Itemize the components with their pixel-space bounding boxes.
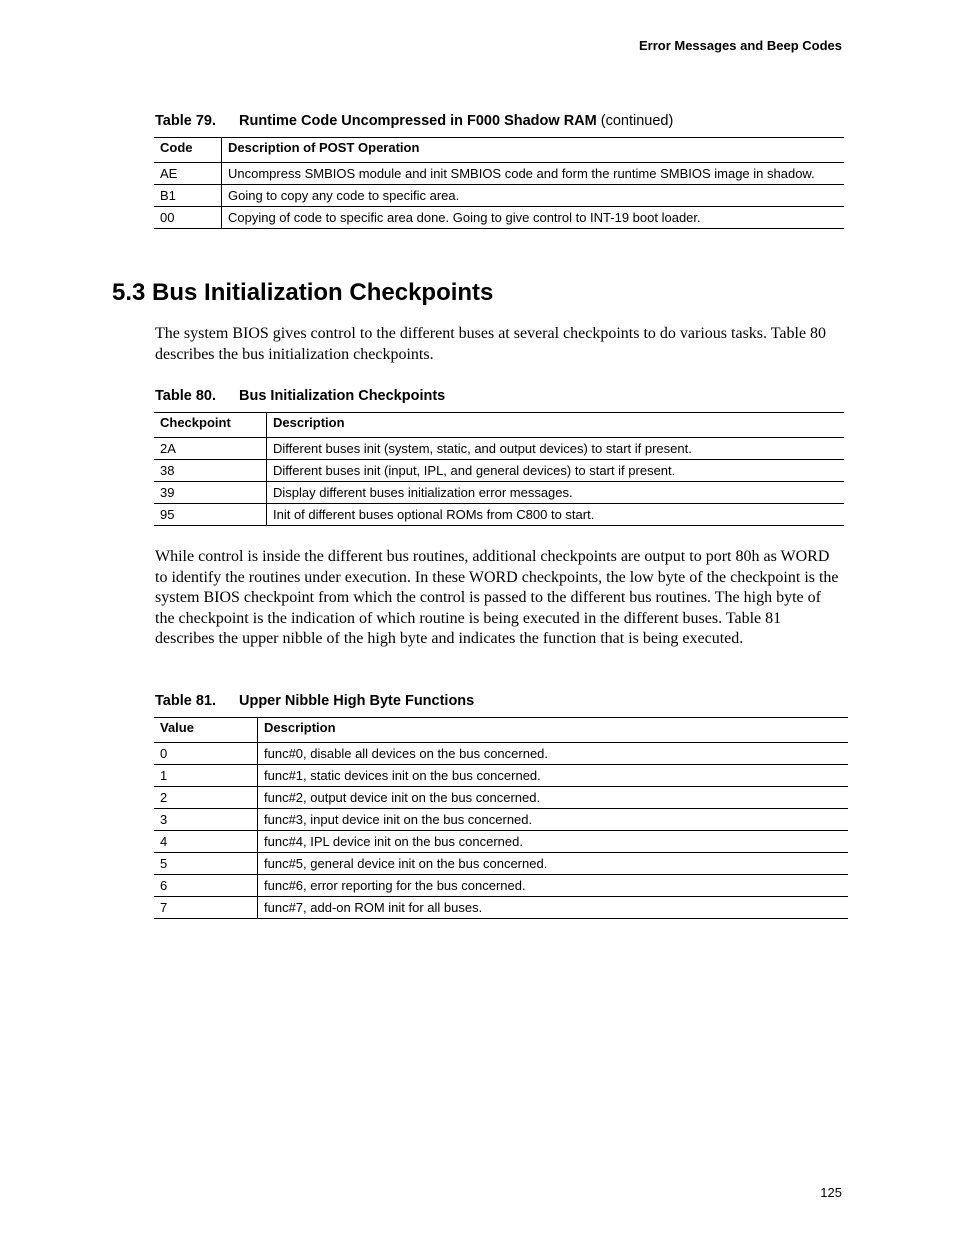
table81 [154, 717, 848, 919]
table79-title: Runtime Code Uncompressed in F000 Shadow RAM [239, 113, 597, 129]
table80-checkpoint: 38 [154, 460, 267, 482]
table81-header-row [154, 718, 848, 743]
table79-code: B1 [154, 185, 222, 207]
section-heading: 5.3 Bus Initialization Checkpoints [112, 279, 494, 306]
table81-number: Table 81. [155, 693, 216, 709]
table80-header-description: Description [267, 413, 845, 438]
table80-header-checkpoint: Checkpoint [154, 413, 267, 438]
table81-value: 6 [154, 875, 258, 897]
table-row [154, 207, 844, 229]
table81-value: 4 [154, 831, 258, 853]
table-row [154, 185, 844, 207]
table-row [154, 809, 848, 831]
table-row [154, 853, 848, 875]
section-intro: The system BIOS gives control to the different buses at several checkpoints to do various tasks. Table 80 describes the bus initialization checkpoints. [155, 325, 827, 363]
table81-title: Upper Nibble High Byte Functions [239, 693, 475, 709]
page-number: 125 [820, 1185, 842, 1200]
table80-checkpoint: 39 [154, 482, 267, 504]
table80-checkpoint: 95 [154, 504, 267, 526]
table81-value: 3 [154, 809, 258, 831]
running-head: Error Messages and Beep Codes [638, 38, 842, 53]
table79-header-description: Description of POST Operation [222, 138, 845, 163]
table80-number: Table 80. [155, 388, 216, 404]
table81-description: func#5, general device init on the bus concerned. [258, 853, 849, 875]
table79-caption [155, 113, 673, 129]
table-row [154, 743, 848, 765]
table81-description: func#4, IPL device init on the bus concerned. [258, 831, 849, 853]
table-row [154, 482, 844, 504]
table80-title: Bus Initialization Checkpoints [239, 388, 446, 404]
table80-description: Display different buses initialization error messages. [267, 482, 845, 504]
table80-header-row [154, 413, 844, 438]
table81-description: func#1, static devices init on the bus concerned. [258, 765, 849, 787]
table81-value: 1 [154, 765, 258, 787]
table80-description: Different buses init (system, static, and output devices) to start if present. [267, 438, 845, 460]
table80 [154, 412, 844, 526]
table-row [154, 897, 848, 919]
table79-header-row [154, 138, 844, 163]
table-row [154, 438, 844, 460]
table80-description: Init of different buses optional ROMs from C800 to start. [267, 504, 845, 526]
table-row [154, 787, 848, 809]
table79-description: Going to copy any code to specific area. [222, 185, 845, 207]
table79-description: Uncompress SMBIOS module and init SMBIOS code and form the runtime SMBIOS image in shadow. [222, 163, 845, 185]
table80-checkpoint: 2A [154, 438, 267, 460]
table79 [154, 137, 844, 229]
table80-description: Different buses init (input, IPL, and general devices) to start if present. [267, 460, 845, 482]
table-row [154, 460, 844, 482]
table81-value: 5 [154, 853, 258, 875]
table81-description: func#2, output device init on the bus concerned. [258, 787, 849, 809]
table81-caption [155, 693, 474, 709]
table80-caption [155, 388, 445, 404]
table79-code: AE [154, 163, 222, 185]
table79-code: 00 [154, 207, 222, 229]
table-row [154, 875, 848, 897]
table-row [154, 765, 848, 787]
table-row [154, 831, 848, 853]
table-row [154, 504, 844, 526]
body-paragraph: While control is inside the different bus routines, additional checkpoints are output to port 80h as WORD to identify the routines under execution. In these WORD checkpoints, the low byte of the checkpoint is the system BIOS checkpoint from which the control is passed to the different bus routines. The high byte of the checkpoint is the indication of which routine is being executed in the different buses. Table 81 describes the upper nibble of the high byte and indicates the function that is being executed. [155, 548, 839, 647]
table81-description: func#6, error reporting for the bus concerned. [258, 875, 849, 897]
table81-value: 7 [154, 897, 258, 919]
table81-description: func#7, add-on ROM init for all buses. [258, 897, 849, 919]
table81-value: 2 [154, 787, 258, 809]
table79-header-code: Code [154, 138, 222, 163]
table79-continued: (continued) [600, 113, 674, 129]
table81-value: 0 [154, 743, 258, 765]
table81-header-value: Value [154, 718, 258, 743]
table81-description: func#3, input device init on the bus concerned. [258, 809, 849, 831]
table81-description: func#0, disable all devices on the bus concerned. [258, 743, 849, 765]
table-row [154, 163, 844, 185]
table79-number: Table 79. [155, 113, 216, 129]
table81-header-description: Description [258, 718, 849, 743]
table79-description: Copying of code to specific area done. Going to give control to INT-19 boot loader. [222, 207, 845, 229]
